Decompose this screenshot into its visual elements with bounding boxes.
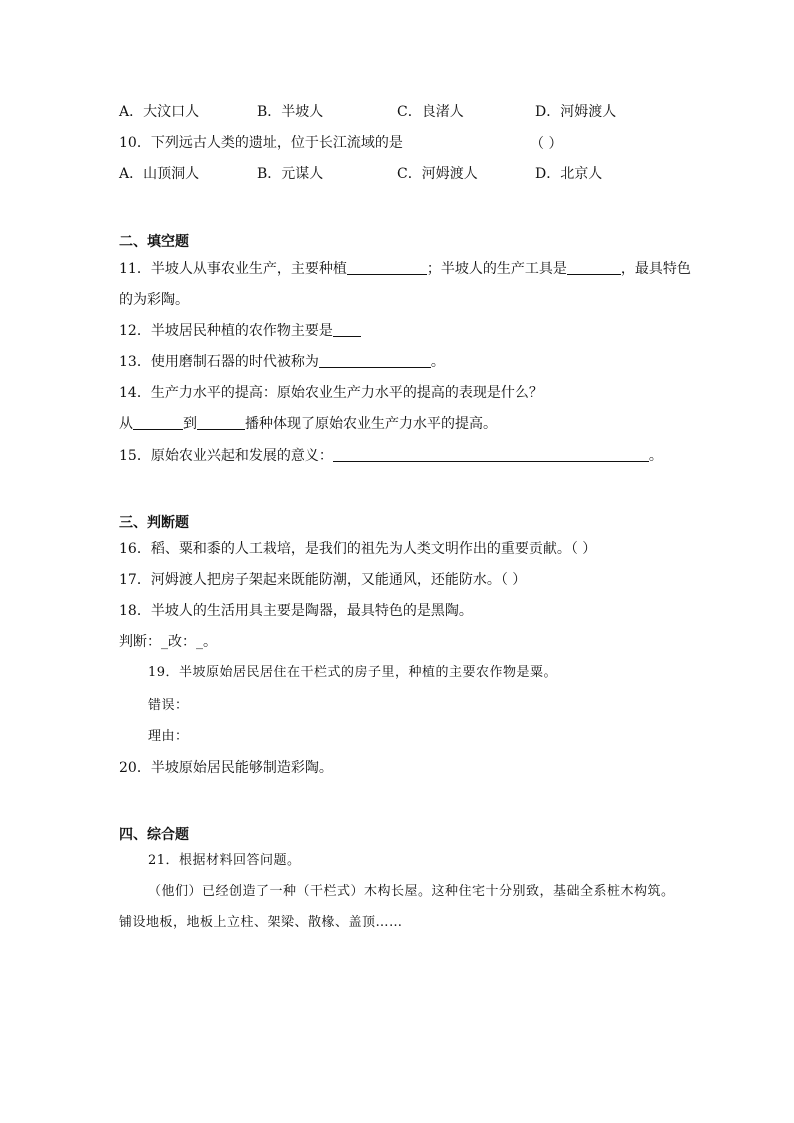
q11-line: [119, 259, 691, 279]
q13-text-b: 。: [430, 354, 445, 370]
q10-stem: 10．下列远古人类的遗址，位于长江流域的是: [119, 135, 403, 151]
q10-option-b: B．元谋人: [257, 166, 324, 182]
q15-text-b: 。: [648, 448, 663, 464]
q11-text-b: ；半坡人的生产工具是: [426, 261, 567, 277]
q21-material-line-2: 铺设地板，地板上立柱、架梁、散椽、盖顶……: [119, 915, 403, 930]
section-fill-blank-title: 二、填空题: [119, 234, 189, 250]
q19-error-label: 错误：: [148, 698, 189, 713]
q10-option-d: D．北京人: [535, 166, 603, 182]
q9-option-c: C．良渚人: [397, 104, 464, 120]
q17: 17．河姆渡人把房子架起来既能防潮，又能通风，还能防水。（ ）: [119, 572, 527, 588]
q18-judge: 判断：_改：_。: [119, 634, 217, 650]
q11-continued: 的为彩陶。: [119, 292, 189, 308]
q11-text-a: 11．半坡人从事农业生产，主要种植: [119, 261, 347, 277]
q9-option-b: B．半坡人: [257, 104, 324, 120]
q9-option-d: D．河姆渡人: [535, 104, 617, 120]
q14-stem: 14．生产力水平的提高：原始农业生产力水平的提高的表现是什么？: [119, 385, 543, 401]
q11-text-c: ，最具特色: [620, 261, 691, 277]
q14-text-b: 到: [183, 416, 197, 432]
q19-reason-label: 理由：: [148, 729, 189, 744]
q13-text-a: 13．使用磨制石器的时代被称为: [119, 354, 319, 370]
q21-material-line-1: （他们）已经创造了一种（干栏式）木构长屋。这种住宅十分别致，基础全系桩木构筑。: [148, 884, 675, 899]
q9-option-a: A．大汶口人: [119, 104, 200, 120]
q12-text: 12．半坡居民种植的农作物主要是: [119, 323, 333, 339]
section-true-false-title: 三、判断题: [119, 515, 189, 531]
q14-text-c: 播种体现了原始农业生产力水平的提高。: [245, 416, 497, 432]
q15-text-a: 15．原始农业兴起和发展的意义：: [119, 448, 333, 464]
q19: 19．半坡原始居民居住在干栏式的房子里，种植的主要农作物是粟。: [148, 665, 558, 680]
q11-blank-2: [567, 260, 621, 275]
q15-blank: [333, 447, 649, 462]
q10-option-c: C．河姆渡人: [397, 166, 478, 182]
q13-line: [119, 352, 445, 372]
q21: 21．根据材料回答问题。: [148, 853, 301, 868]
q14-blank-1: [133, 415, 183, 430]
q15-line: [119, 446, 663, 466]
q18: 18．半坡人的生活用具主要是陶器，最具特色的是黑陶。: [119, 603, 473, 619]
q12-blank: [333, 322, 361, 337]
q13-blank: [319, 353, 431, 368]
section-comprehensive-title: 四、综合题: [119, 827, 189, 843]
q20: 20．半坡原始居民能够制造彩陶。: [119, 760, 333, 776]
q10-answer-paren: （ ）: [530, 136, 563, 152]
q14-answer-line: [119, 414, 497, 434]
q12-line: [119, 321, 361, 341]
q10-option-a: A．山顶洞人: [119, 166, 200, 182]
q14-blank-2: [197, 415, 245, 430]
q11-blank-1: [347, 260, 427, 275]
q14-text-a: 从: [119, 416, 133, 432]
q16: 16．稻、粟和黍的人工栽培，是我们的祖先为人类文明作出的重要贡献。（ ）: [119, 541, 597, 557]
